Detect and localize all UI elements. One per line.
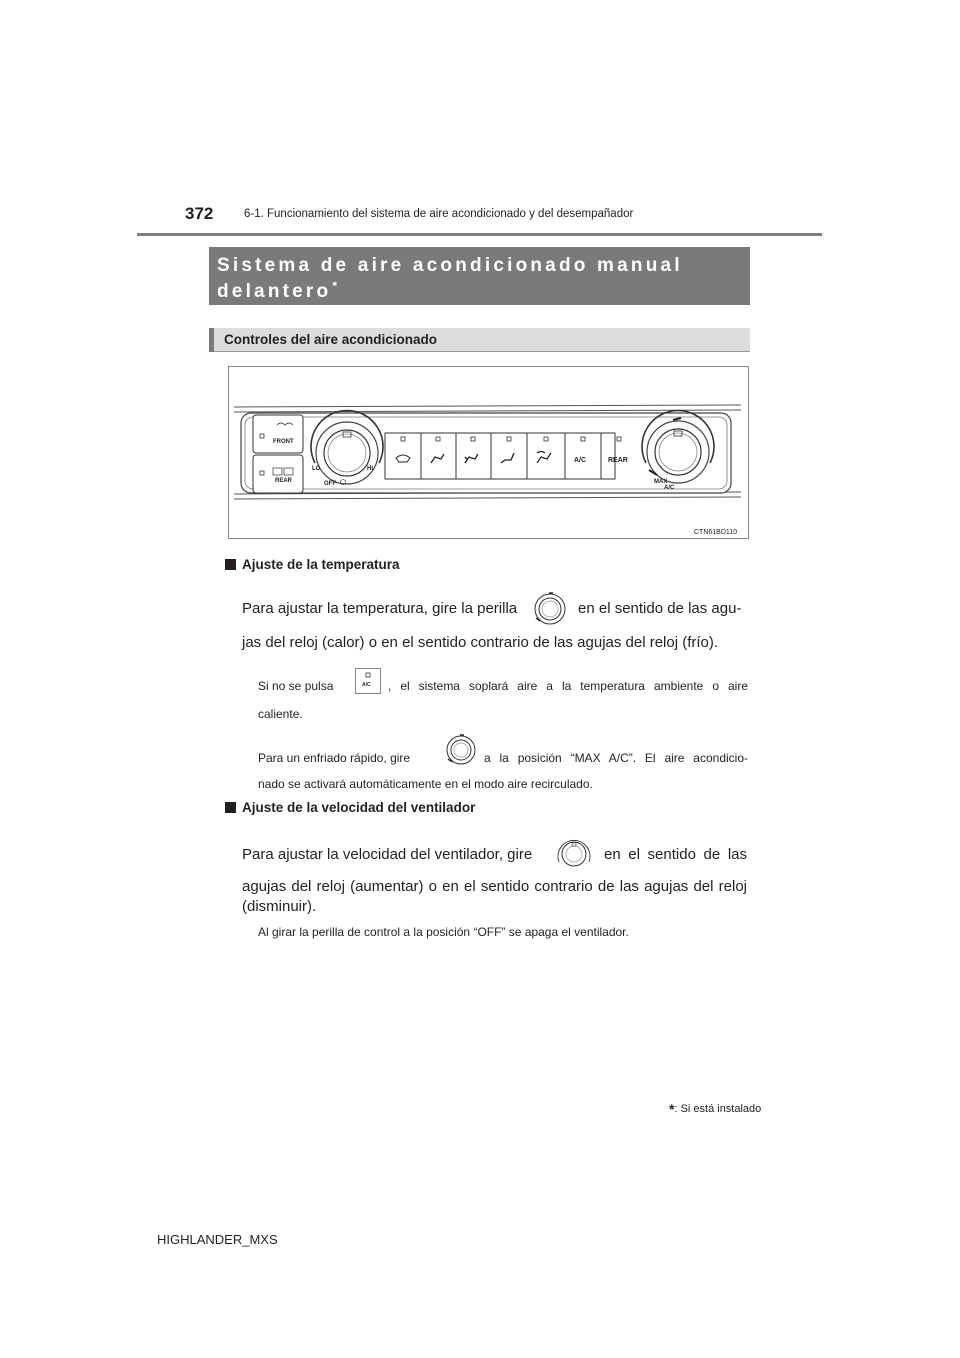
mode-buttons — [385, 433, 628, 479]
hi-label: HI — [367, 466, 373, 472]
temperature-note2-line2: nado se activará automáticamente en el modo aire recirculado. — [258, 777, 593, 791]
fan-text-line2: agujas del reloj (aumentar) o en el sentido contrario de las agujas del reloj — [242, 878, 747, 895]
illustration-code: CTN61BD110 — [694, 529, 738, 536]
lo-label: LO — [312, 466, 321, 472]
header-rule — [137, 233, 822, 236]
fan-note: Al girar la perilla de control a la posición “OFF” se apaga el ventilador. — [258, 925, 629, 939]
section-header: 6-1. Funcionamiento del sistema de aire acondicionado y del desempañador — [244, 208, 634, 220]
subheading — [209, 328, 750, 352]
footnote: *: Si está instalado — [669, 1101, 762, 1117]
ac-label: A/C — [574, 457, 587, 464]
square-bullet-icon — [225, 802, 236, 813]
rear-label-left: REAR — [275, 478, 293, 484]
svg-text:A/C: A/C — [362, 682, 371, 688]
asterisk-icon: * — [332, 279, 341, 293]
temperature-note1-line1: Si no se pulsa A/C , el sistema soplará aire a la temperatura ambiente o aire — [258, 676, 748, 704]
subheading-text: Controles del aire acondicionado — [224, 332, 438, 347]
asterisk-icon: * — [669, 1101, 675, 1117]
page-number: 372 — [185, 204, 214, 223]
off-label: OFF — [324, 481, 336, 487]
subheading-bar — [209, 328, 214, 352]
square-bullet-icon — [225, 559, 236, 570]
rear-label-right: REAR — [608, 457, 628, 464]
page-title — [209, 247, 750, 305]
temperature-note1-line2: caliente. — [258, 707, 303, 721]
page-title-text: Sistema de aire acondicionado manual delantero — [217, 255, 683, 302]
control-panel-illustration — [228, 366, 749, 539]
fan-text-line1: Para ajustar la velocidad del ventilador, gire en el sentido de las — [242, 836, 747, 870]
temperature-text-line2: jas del reloj (calor) o en el sentido contrario de las agujas del reloj (frío). — [242, 634, 719, 651]
fan-heading: Ajuste de la velocidad del ventilador — [225, 800, 475, 815]
front-defroster-button — [253, 415, 303, 453]
max-label: MAX — [654, 479, 668, 485]
max-ac-label: A/C — [664, 485, 675, 491]
temperature-knob-small-icon — [444, 734, 478, 770]
ac-button-icon — [355, 668, 381, 694]
fan-text-line3: (disminuir). — [242, 898, 317, 915]
temperature-note2-line1: Para un enfriado rápido, gire a la posición “MAX A/C”. El aire acondicio- — [258, 744, 748, 774]
temperature-heading: Ajuste de la temperatura — [225, 557, 400, 572]
footer-model: HIGHLANDER_MXS — [157, 1232, 278, 1247]
temperature-text-line1: Para ajustar la temperatura, gire la perilla en el sentido de las agu- — [242, 592, 747, 626]
rear-defroster-button — [253, 455, 303, 493]
temperature-knob-icon — [532, 592, 568, 635]
front-label: FRONT — [273, 439, 294, 445]
